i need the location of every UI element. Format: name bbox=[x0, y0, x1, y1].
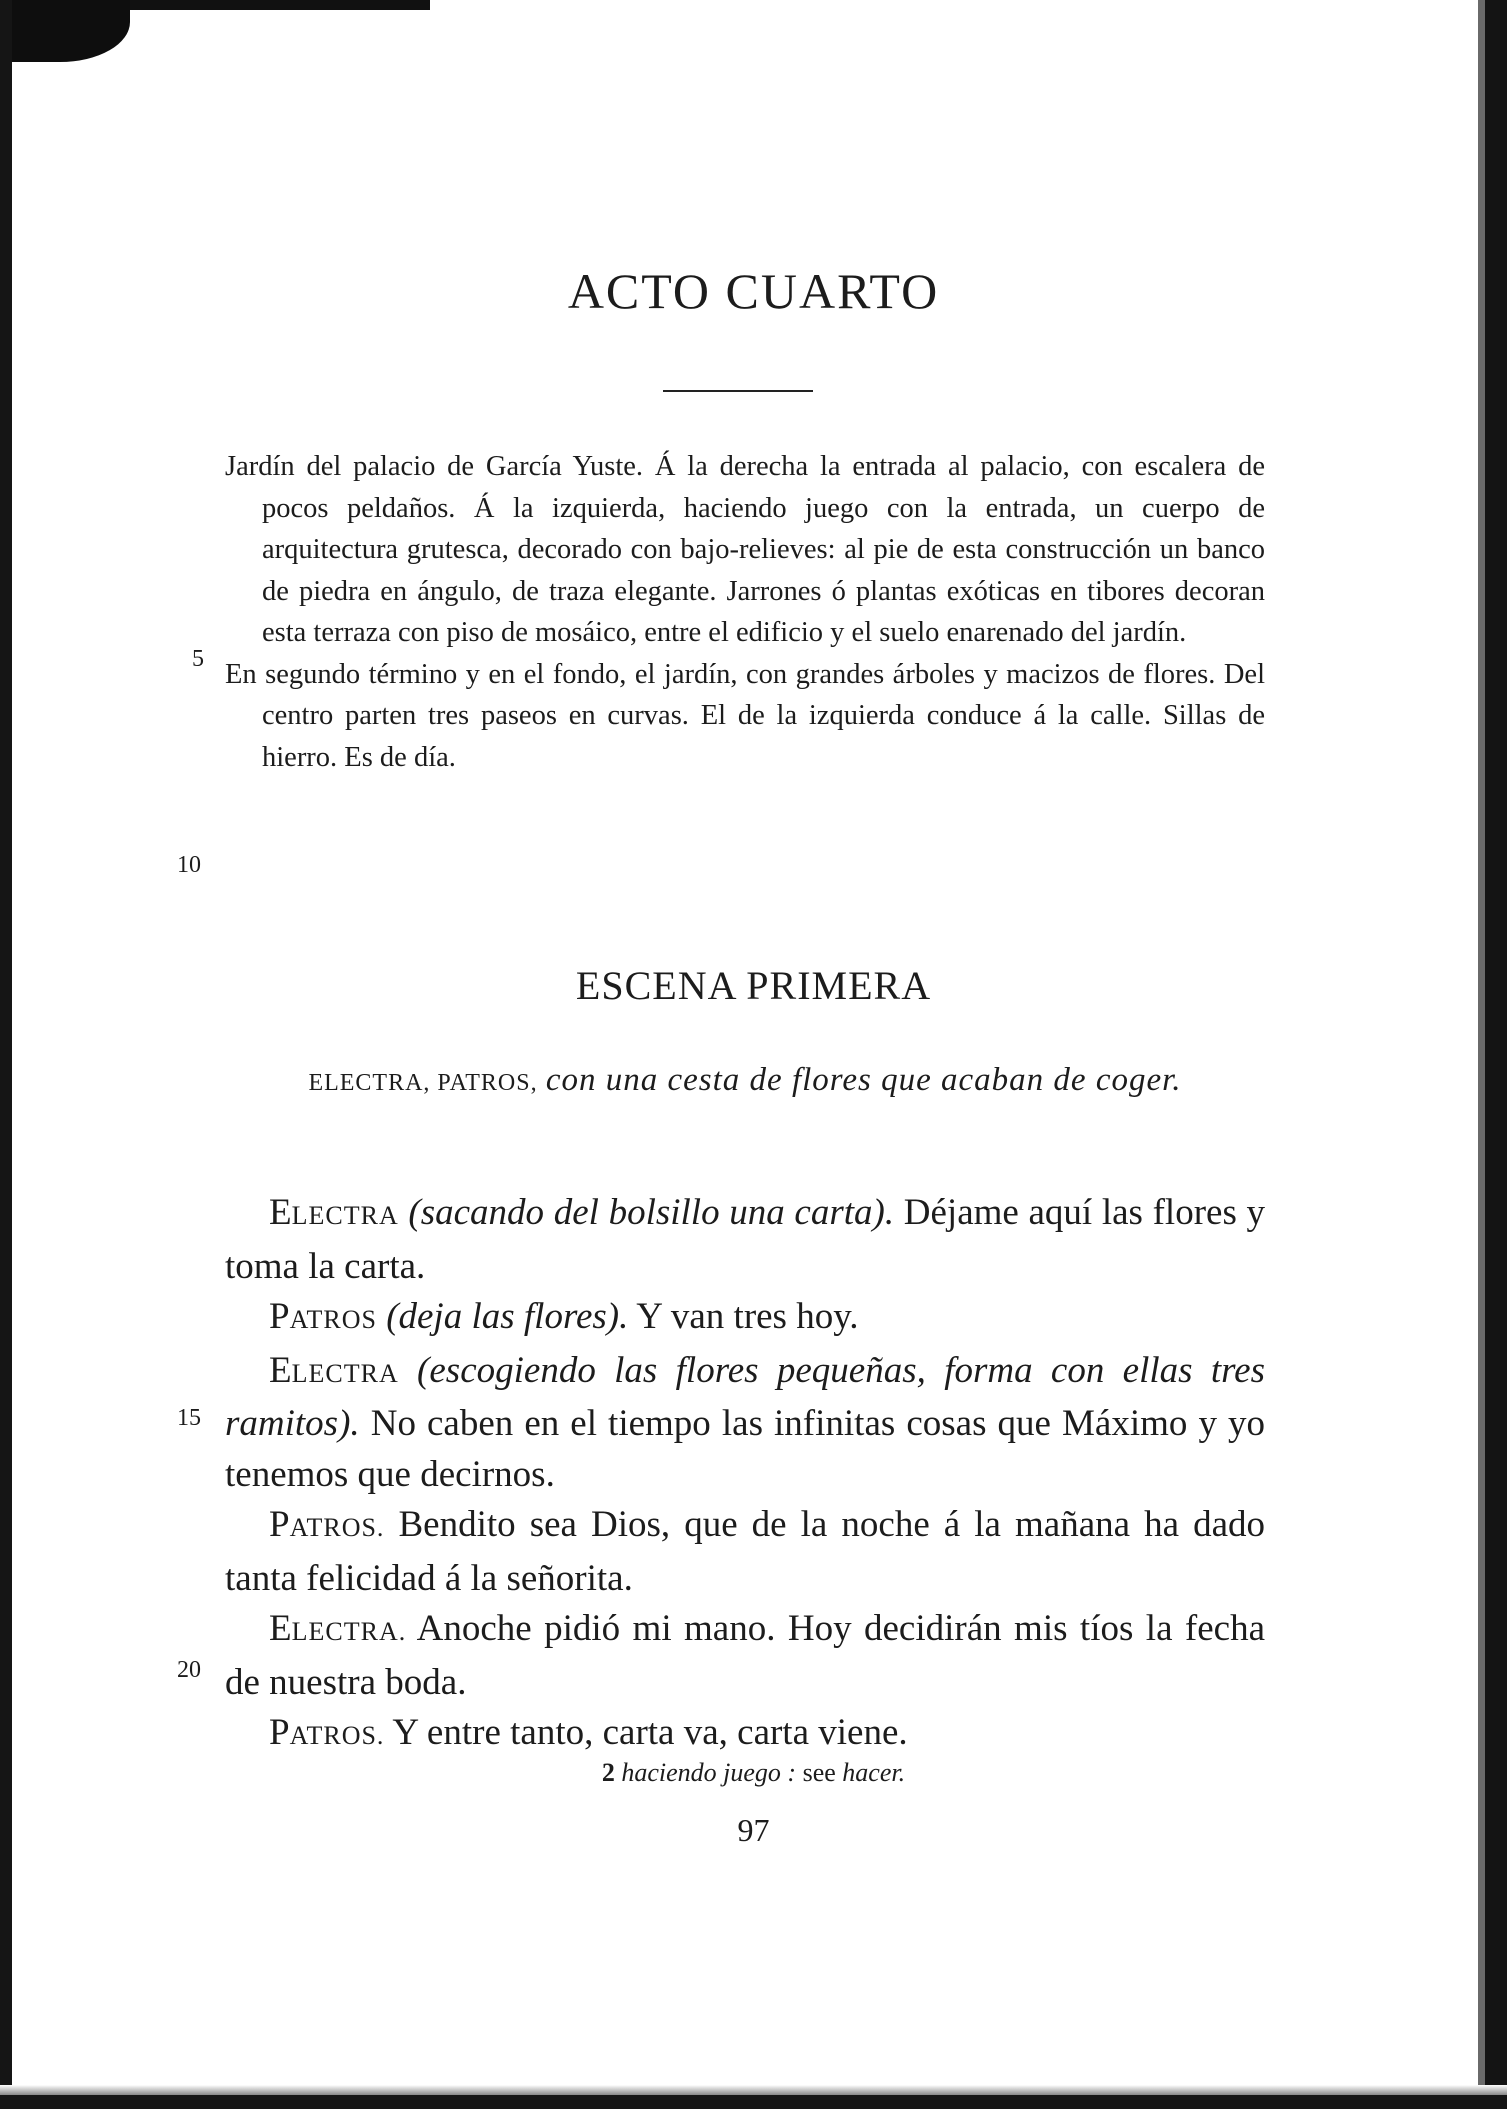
dialogue-line bbox=[225, 1292, 1265, 1346]
speaker-initial: P bbox=[269, 1296, 290, 1337]
footnote-number: 2 bbox=[601, 1758, 615, 1787]
stage-directions bbox=[225, 446, 1265, 778]
character-list bbox=[225, 1055, 1265, 1108]
dialogue-text: Y entre tanto, carta va, carta viene. bbox=[392, 1712, 908, 1753]
title-rule bbox=[663, 390, 813, 392]
dialogue-line bbox=[225, 1188, 1265, 1292]
speaker-initial: E bbox=[269, 1192, 292, 1233]
speaker-initial: E bbox=[269, 1349, 292, 1391]
act-title: ACTO CUARTO bbox=[567, 263, 940, 319]
character-names: ELECTRA, PATROS, bbox=[308, 1070, 538, 1096]
line-number: 5 bbox=[192, 646, 204, 672]
footnote-term: haciendo juego : bbox=[621, 1758, 797, 1787]
stage-direction: (deja las flores). bbox=[386, 1296, 629, 1337]
dialogue bbox=[225, 1188, 1265, 1762]
stage-direction: (sacando del bolsillo una carta). bbox=[408, 1192, 895, 1233]
stage-direction: (escogiendo las flores pequeñas, forma con ellas tres ramitos). bbox=[225, 1349, 1265, 1444]
scan-edge-bottom-shade bbox=[0, 2085, 1507, 2095]
line-number: 20 bbox=[177, 1657, 201, 1683]
stage-paragraph: Jardín del palacio de García Yuste. Á la derecha la entrada al palacio, con escalera de pocos peldaños. Á la izquierda, haciendo juego con la entrada, un cuerpo de arquitectura grutesca, decorado con bajo-relieves: al pie de esta construcción un banco de piedra en ángulo, de traza elegante. Jarrones ó plantas exóticas en tibores decoran esta terraza con piso de mosáico, entre el edificio y el suelo enarenado del jardín. bbox=[225, 451, 1265, 648]
speaker-name: ATROS. bbox=[289, 1513, 385, 1542]
scan-edge-bottom bbox=[0, 2095, 1507, 2109]
footnote bbox=[0, 1758, 1507, 1788]
page-number: 97 bbox=[737, 1812, 770, 1848]
speaker-name: LECTRA bbox=[291, 1358, 399, 1388]
character-note: con una cesta de flores que acaban de coger. bbox=[545, 1062, 1182, 1098]
dialogue-line bbox=[225, 1604, 1265, 1708]
line-number: 10 bbox=[177, 852, 201, 878]
line-number: 15 bbox=[177, 1405, 201, 1431]
stage-paragraph: En segundo término y en el fondo, el jardín, con grandes árboles y macizos de flores. Del centro parten tres paseos en curvas. El de la izquierda conduce á la calle. Sillas de hierro. Es de día. bbox=[225, 658, 1265, 773]
speaker-name: ATROS. bbox=[289, 1721, 385, 1750]
footnote-ref: hacer. bbox=[842, 1758, 906, 1787]
speaker-name: LECTRA bbox=[291, 1201, 399, 1230]
scan-corner-blot bbox=[0, 0, 130, 62]
speaker-initial: P bbox=[269, 1712, 290, 1753]
dialogue-line bbox=[225, 1708, 1265, 1762]
dialogue-line bbox=[225, 1500, 1265, 1604]
speaker-name: ATROS bbox=[289, 1305, 377, 1334]
dialogue-text: Y van tres hoy. bbox=[636, 1296, 859, 1337]
dialogue-line bbox=[225, 1346, 1265, 1501]
speaker-initial: E bbox=[269, 1608, 292, 1649]
scene-title: ESCENA PRIMERA bbox=[575, 963, 932, 1008]
dialogue-text: Anoche pidió mi mano. Hoy decidirán mis tíos la fecha de nuestra boda. bbox=[225, 1608, 1265, 1703]
speaker-name: LECTRA. bbox=[291, 1617, 407, 1646]
dialogue-text: Déjame aquí las flores y toma la carta. bbox=[225, 1192, 1266, 1287]
dialogue-text: Bendito sea Dios, que de la noche á la mañana ha dado tanta felicidad á la señorita. bbox=[225, 1504, 1266, 1599]
dialogue-text: No caben en el tiempo las infinitas cosas que Máximo y yo tenemos que decirnos. bbox=[225, 1403, 1266, 1495]
speaker-initial: P bbox=[269, 1504, 290, 1545]
footnote-see: see bbox=[802, 1758, 836, 1787]
